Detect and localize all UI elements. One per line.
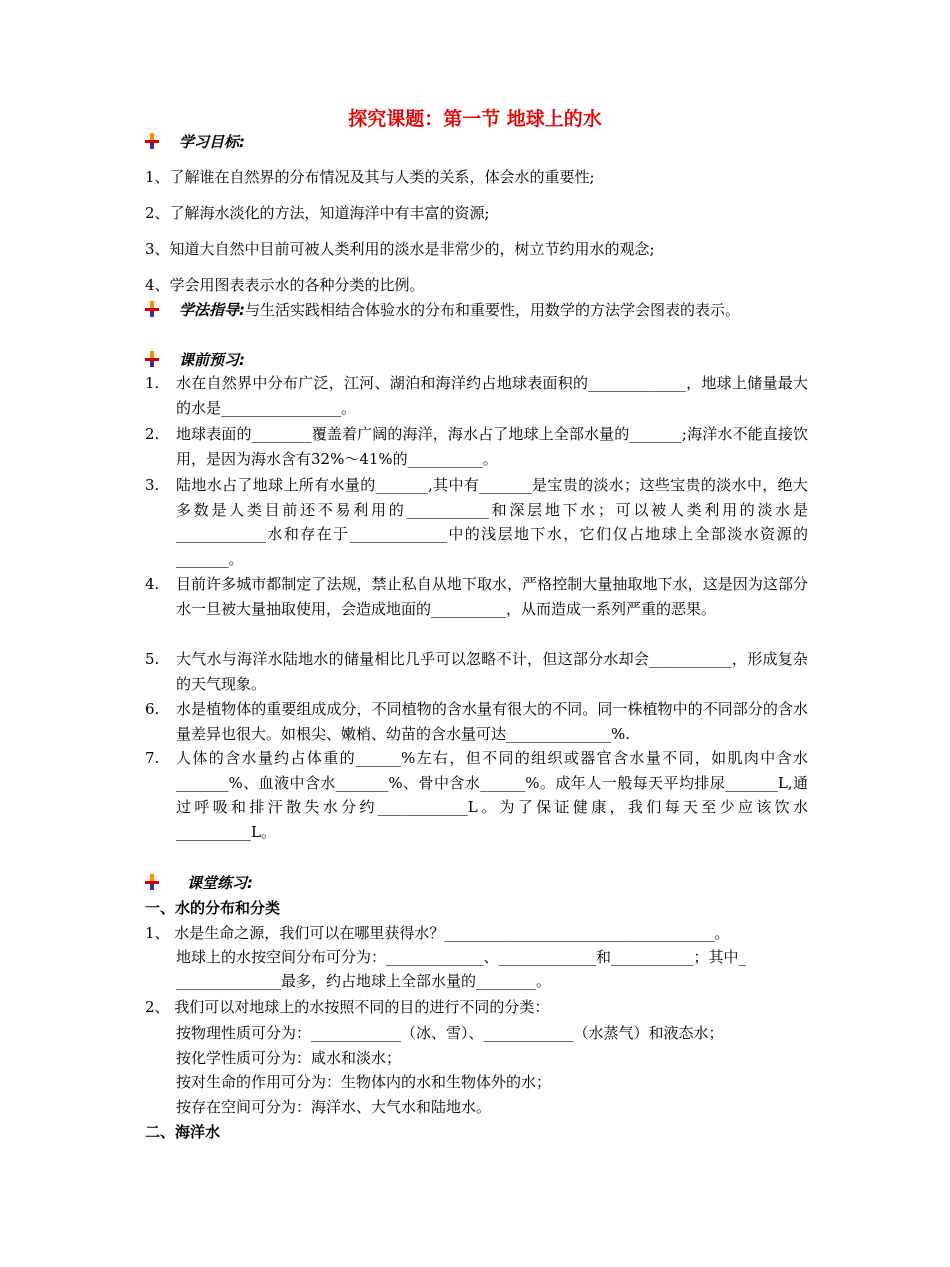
method-row — [145, 299, 740, 319]
page-title: 探究课题：第一节 地球上的水 — [348, 108, 602, 130]
preview-item-7: 人体的含水量约占体重的______%左右，但不同的组织或器官含水量不同，如肌肉中含水_______%、血液中含水_______%、骨中含水______%。成年人一般每天平均排尿_______L,通过呼吸和排汗散失水分约____________L。为了保证健康，我们每天至少应该饮水__________L。 — [176, 749, 808, 841]
bullet-icon — [145, 301, 159, 317]
preview-item-4: 目前许多城市都制定了法规，禁止私自从地下取水，严格控制大量抽取地下水，这是因为这部分水一旦被大量抽取使用，会造成地面的__________，从而造成一系列严重的恶果。 — [176, 575, 808, 618]
section-heading-2: 二、海洋水 — [145, 1123, 221, 1141]
bullet-icon — [145, 133, 159, 149]
item-number: 2. — [145, 425, 160, 443]
item-number: 1. — [145, 374, 160, 392]
objective-item: 1、了解谁在自然界的分布情况及其与人类的关系，体会水的重要性; — [145, 168, 595, 186]
objective-item: 3、知道大自然中目前可被人类利用的淡水是非常少的，树立节约用水的观念; — [145, 240, 655, 258]
method-text: 与生活实践相结合体验水的分布和重要性，用数学的方法学会图表的表示。 — [245, 300, 741, 319]
item-number: 5. — [145, 650, 160, 668]
objectives-label: 学习目标: — [179, 132, 245, 151]
classwork-label: 课堂练习: — [187, 873, 253, 892]
objectives-header — [145, 131, 245, 151]
question-1-line: ______________最多，约占地球上全部水量的________。 — [176, 972, 552, 990]
question-2-line: 按对生命的作用可分为：生物体内的水和生物体外的水； — [176, 1073, 552, 1091]
classwork-header — [145, 872, 253, 892]
preview-label: 课前预习: — [179, 350, 245, 369]
objective-item: 4、学会用图表表示水的各种分类的比例。 — [145, 276, 425, 294]
question-1-line: 地球上的水按空间分布可分为：_____________、_____________和___________；其中_ — [176, 948, 747, 966]
objective-item: 2、了解海水淡化的方法，知道海洋中有丰富的资源; — [145, 204, 490, 222]
preview-item-6: 水是植物体的重要组成成分，不同植物的含水量有很大的不同。同一株植物中的不同部分的含水量差异也很大。如根尖、嫩梢、幼苗的含水量可达______________%. — [176, 700, 808, 743]
question-2-line: 按存在空间可分为：海洋水、大气水和陆地水。 — [176, 1098, 492, 1116]
preview-header — [145, 349, 245, 369]
question-2-line: 按化学性质可分为：咸水和淡水； — [176, 1049, 402, 1067]
item-number: 7. — [145, 749, 160, 767]
preview-item-5: 大气水与海洋水陆地水的储量相比几乎可以忽略不计，但这部分水却会___________，形成复杂的天气现象。 — [176, 650, 808, 693]
question-2-line: 2、 我们可以对地球上的水按照不同的目的进行不同的分类： — [145, 998, 550, 1016]
section-heading-1: 一、水的分布和分类 — [145, 899, 281, 917]
preview-item-3: 陆地水占了地球上所有水量的_______,其中有_______是宝贵的淡水；这些宝贵的淡水中，绝大多数是人类目前还不易利用的___________和深层地下水；可以被人类利用的淡水是____________水和存在于_____________中的浅层地下水，它们仅占地球上全部淡水资源的_______。 — [176, 476, 808, 568]
bullet-icon — [145, 874, 159, 890]
question-1-line: 1、 水是生命之源，我们可以在哪里获得水？____________________________________。 — [145, 924, 730, 942]
preview-item-2: 地球表面的________覆盖着广阔的海洋，海水占了地球上全部水量的_______;海洋水不能直接饮用，是因为海水含有32%～41%的__________。 — [176, 425, 808, 468]
method-label: 学法指导: — [179, 300, 245, 319]
item-number: 4. — [145, 575, 160, 593]
preview-item-1: 水在自然界中分布广泛，江河、湖泊和海洋约占地球表面积的_____________，地球上储量最大的水是________________。 — [176, 374, 808, 417]
item-number: 6. — [145, 700, 160, 718]
bullet-icon — [145, 351, 159, 367]
item-number: 3. — [145, 476, 160, 494]
question-2-line: 按物理性质可分为：____________（冰、雪）、____________（水蒸气）和液态水； — [176, 1024, 724, 1042]
